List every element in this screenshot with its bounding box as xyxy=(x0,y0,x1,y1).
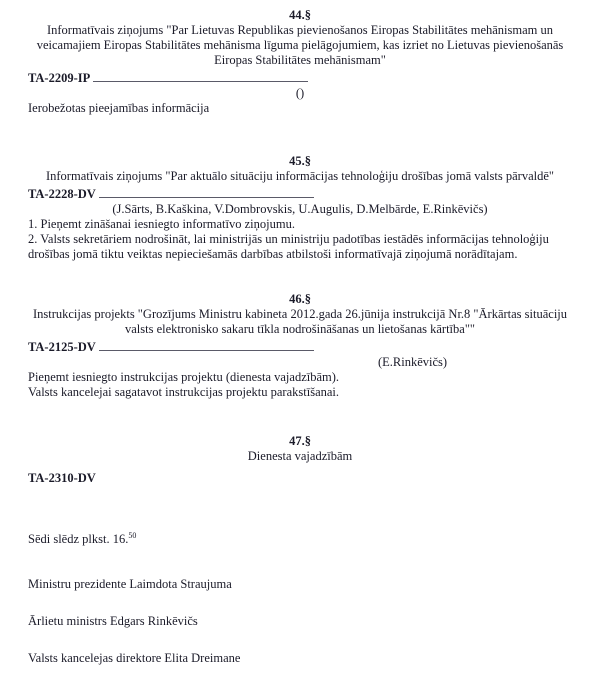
blank-underline xyxy=(99,340,314,351)
closing-minutes-superscript: 50 xyxy=(128,530,137,540)
case-code: TA-2310-DV xyxy=(28,471,96,485)
section-title xyxy=(28,449,572,464)
section-title xyxy=(28,307,572,337)
decision-item: Valsts kancelejai sagatavot instrukcijas projektu parakstīšanai. xyxy=(28,385,340,399)
section-title-line: Eiropas Stabilitātes mehānismam" xyxy=(214,53,386,67)
case-code: TA-2125-DV xyxy=(28,340,96,354)
section-title-line: Informatīvais ziņojums "Par Lietuvas Republikas pievienošanos Eiropas Stabilitātes mehānismam un xyxy=(46,23,554,37)
case-code-line xyxy=(28,70,572,86)
presenters-line: (J.Sārts, B.Kaškina, V.Dombrovskis, U.Augulis, D.Melbārde, E.Rinkēvičs) xyxy=(112,202,488,216)
section-title xyxy=(28,169,572,184)
presenters-line: () xyxy=(295,86,305,100)
agenda-section-45 xyxy=(28,154,572,262)
case-code: TA-2228-DV xyxy=(28,187,96,201)
agenda-section-47 xyxy=(28,434,572,486)
section-title-line: Informatīvais ziņojums "Par aktuālo situāciju informācijas tehnoloģiju drošības jomā valsts pārvaldē" xyxy=(45,169,554,183)
restricted-info-note: Ierobežotas pieejamības informācija xyxy=(28,101,210,115)
section-title-line: veicamajiem Eiropas Stabilitātes mehānisma līguma pielāgojumiem, kas izriet no Lietuvas pievienošanās xyxy=(36,38,564,52)
signature-prime-minister: Ministru prezidente Laimdota Straujuma xyxy=(28,577,232,591)
blank-underline xyxy=(93,71,308,82)
section-title-line: Instrukcijas projekts "Grozījums Ministru kabineta 2012.gada 26.jūnija instrukcijā Nr.8 "Ārkārtas situāciju xyxy=(32,307,568,321)
section-title-line: valsts elektronisko sakaru tīkla nodrošināšanas un lietošanas kārtība"" xyxy=(124,322,476,336)
section-title xyxy=(28,23,572,68)
case-code: TA-2209-IP xyxy=(28,71,91,85)
section-number: 46.§ xyxy=(289,292,311,306)
document-footer xyxy=(28,532,572,666)
section-number: 47.§ xyxy=(289,434,311,448)
case-code-line xyxy=(28,186,572,202)
agenda-section-46 xyxy=(28,292,572,400)
session-closing-line xyxy=(28,532,572,547)
decision-item: 1. Pieņemt zināšanai iesniegto informatīvo ziņojumu. xyxy=(28,217,295,231)
section-number: 44.§ xyxy=(289,8,311,22)
agenda-section-44 xyxy=(28,8,572,116)
decision-item: Pieņemt iesniegto instrukcijas projektu (dienesta vajadzībām). xyxy=(28,370,340,384)
case-code-line xyxy=(28,470,572,486)
presenters-line: (E.Rinkēvičs) xyxy=(378,355,448,369)
section-title-line: Dienesta vajadzībām xyxy=(247,449,353,463)
case-code-line xyxy=(28,339,572,355)
signature-foreign-minister: Ārlietu ministrs Edgars Rinkēvičs xyxy=(28,614,198,628)
section-number: 45.§ xyxy=(289,154,311,168)
blank-underline xyxy=(99,187,314,198)
signature-chancellery-director: Valsts kancelejas direktore Elita Dreimane xyxy=(28,651,241,665)
decision-item: 2. Valsts sekretāriem nodrošināt, lai ministrijās un ministriju padotības iestādēs informācijas tehnoloģiju drošības jomā tiktu veiktas nepieciešamās darbības atbilstoši informatīvajā ziņojumā norādītajam. xyxy=(28,232,549,261)
closing-text: Sēdi slēdz plkst. 16. xyxy=(28,532,129,546)
